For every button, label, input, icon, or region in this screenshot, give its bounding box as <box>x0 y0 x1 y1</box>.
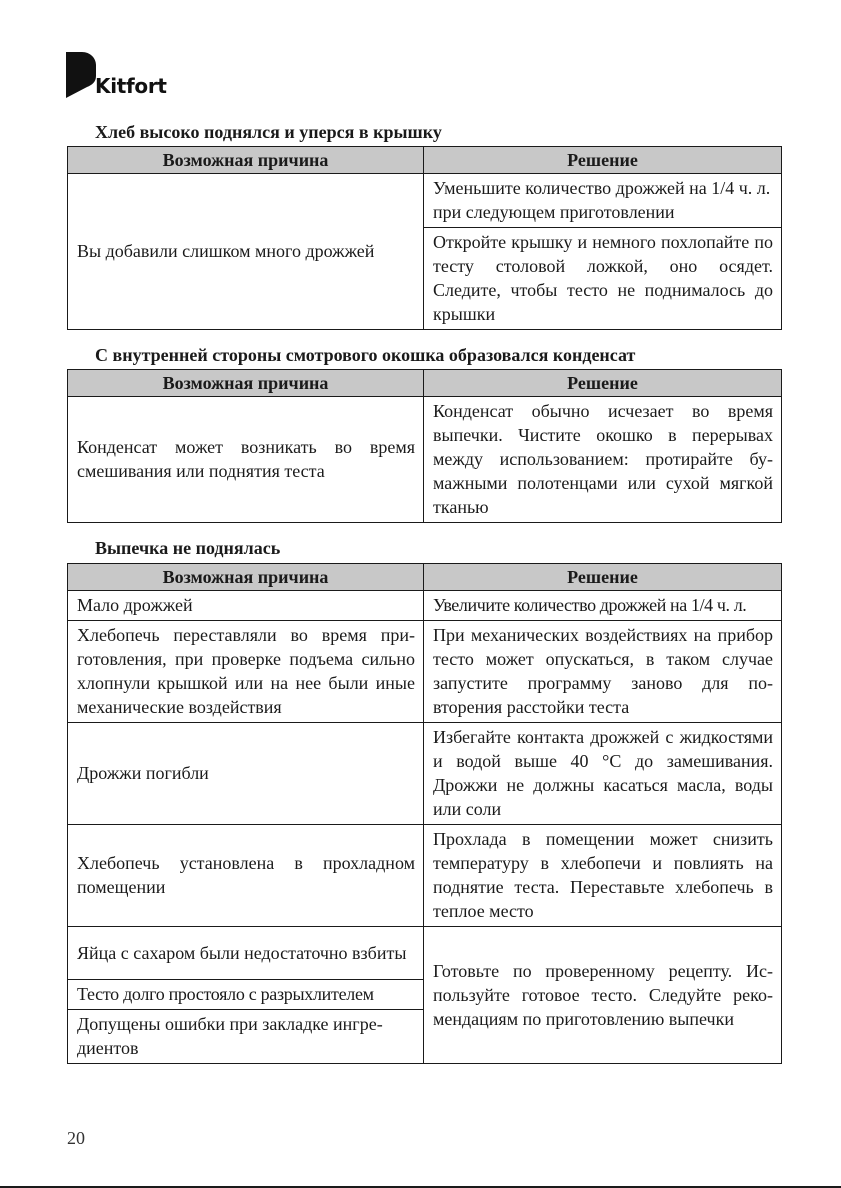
solution-cell: Увеличите количество дрожжей на 1/4 ч. л. <box>424 591 782 621</box>
cause-cell: Яйца с сахаром были недостаточно взбиты <box>68 927 424 980</box>
header-solution: Решение <box>424 370 782 397</box>
troubleshoot-table-bread-rose <box>67 146 782 330</box>
troubleshoot-table-condensate <box>67 369 782 523</box>
solution-cell: Избегайте контакта дрожжей с жидкостями и водой выше 40 °С до замешивания. Дрожжи не должны касаться масла, воды или соли <box>424 723 782 825</box>
solution-cell: Конденсат обычно исчезает во время выпечки. Чистите окошко в перерывах между использованием: протирайте бумажными полотенцами или сухой мягкой тканью <box>424 397 782 523</box>
solution-cell: Готовьте по проверенному рецепту. Используйте готовое тесто. Следуйте рекомендациям по приготовлению выпечки <box>424 927 782 1064</box>
header-solution: Решение <box>424 564 782 591</box>
solution-cell: Откройте крышку и немного похлопайте по тесту столовой ложкой, оно осядет. Следите, чтобы тесто не поднималось до крышки <box>424 228 782 330</box>
section-title-condensate: С внутренней стороны смотрового окошка образовался конденсат <box>95 345 636 365</box>
cause-cell: Тесто долго простояло с разрыхлителем <box>68 980 424 1010</box>
troubleshoot-table-not-risen <box>67 563 782 1064</box>
cause-cell: Конденсат может возникать во время смешивания или поднятия теста <box>68 397 424 523</box>
header-cause: Возможная причина <box>68 564 424 591</box>
cause-cell: Хлебопечь переставляли во время приготовления, при проверке подъема сильно хлопнули крышкой или на нее были иные механические воздействия <box>68 621 424 723</box>
header-solution: Решение <box>424 147 782 174</box>
header-cause: Возможная причина <box>68 370 424 397</box>
table-row <box>68 825 782 927</box>
header-cause: Возможная причина <box>68 147 424 174</box>
section-title-not-risen: Выпечка не поднялась <box>95 538 281 558</box>
page-number: 20 <box>67 1128 85 1148</box>
table-row <box>68 621 782 723</box>
kitfort-logo-icon <box>66 52 96 98</box>
cause-cell: Хлебопечь установлена в прохладном помещении <box>68 825 424 927</box>
brand-name: Kitfort <box>95 74 167 98</box>
section-title-bread-rose: Хлеб высоко поднялся и уперся в крышку <box>95 122 442 142</box>
solution-cell: Прохлада в помещении может снизить температуру в хлебопечи и повлиять на поднятие теста. Переставьте хлебопечь в теплое место <box>424 825 782 927</box>
solution-cell: Уменьшите количество дрожжей на 1/4 ч. л. при следующем приготовлении <box>424 174 782 228</box>
cause-cell: Допущены ошибки при закладке ингредиентов <box>68 1010 424 1064</box>
table-row <box>68 723 782 825</box>
cause-cell: Мало дрожжей <box>68 591 424 621</box>
cause-cell: Вы добавили слишком много дрожжей <box>68 174 424 330</box>
cause-cell: Дрожжи погибли <box>68 723 424 825</box>
table-row <box>68 591 782 621</box>
solution-cell: При механических воздействиях на прибор тесто может опускаться, в таком случае запустите программу заново для повторения расстойки теста <box>424 621 782 723</box>
table-row <box>68 927 782 980</box>
